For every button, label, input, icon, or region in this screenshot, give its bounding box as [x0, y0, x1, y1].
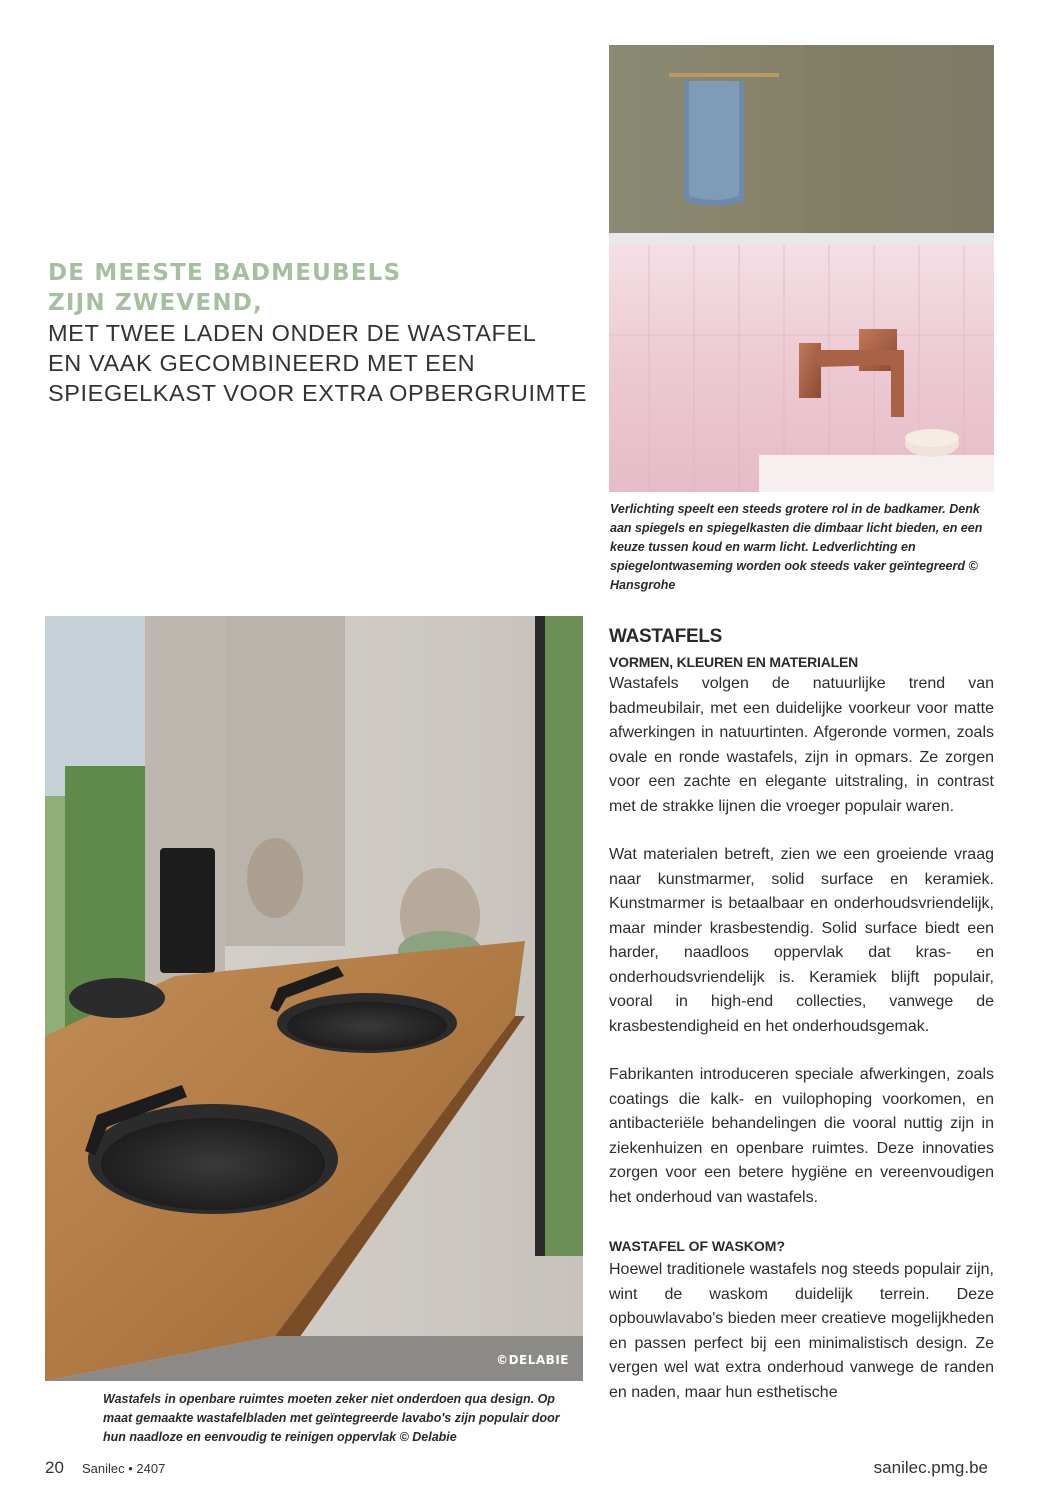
section-subheading: WASTAFEL OF WASKOM?: [609, 1238, 786, 1254]
body-paragraph: Wat materialen betreft, zien we een groeiende vraag naar kunstmarmer, solid surface en keramiek. Kunstmarmer is betaalbaar en onderhoudsvriendelijk, maar minder krasbestendig. Solid surface biedt een harder, naadloos oppervlak dat kras- en onderhoudsvriendelijk is. Keramiek blijft populair, vooral in high-end collecties, vanwege de krasbestendigheid en het onderhoudsgemak.: [609, 846, 994, 1035]
photo-credit: ©DELABIE: [496, 1353, 569, 1367]
pull-quote: [48, 258, 588, 408]
article-column: [609, 624, 994, 1405]
website-link[interactable]: sanilec.pmg.be: [873, 1458, 988, 1477]
photo-caption: Wastafels in openbare ruimtes moeten zeker niet onderdoen qua design. Op maat gemaakte wastafelbladen met geïntegreerde lavabo's zijn populair door hun naadloze en eenvoudig te reinigen oppervlak © Delabie: [103, 1392, 560, 1444]
photo-caption: Verlichting speelt een steeds grotere rol in de badkamer. Denk aan spiegels en spiegelkasten die dimbaar licht bieden, en een keuze tussen koud en warm licht. Ledverlichting en spiegelontwaseming worden ook steeds vaker geïntegreerd © Hansgrohe: [610, 502, 983, 592]
section-subheading: VORMEN, KLEUREN EN MATERIALEN: [609, 654, 859, 670]
pull-quote-accent-line: ZIJN ZWEVEND,: [48, 290, 263, 316]
pull-quote-line: SPIEGELKAST VOOR EXTRA OPBERGRUIMTE: [48, 380, 587, 406]
body-paragraph: Fabrikanten introduceren speciale afwerkingen, zoals coatings die kalk- en vuilophoping voorkomen, en antibacteriële behandelingen die vooral nuttig zijn in ziekenhuizen en openbare ruimtes. Deze innovaties zorgen voor een betere hygiëne en vereenvoudigen het onderhoud van wastafels.: [609, 1066, 994, 1206]
pull-quote-line: MET TWEE LADEN ONDER DE WASTAFEL: [48, 320, 537, 346]
body-paragraph: Wastafels volgen de natuurlijke trend van badmeubilair, met een duidelijke voorkeur voor matte afwerkingen in natuurtinten. Afgeronde vormen, zoals ovale en ronde wastafels, zijn in opmars. Ze zorgen voor een zachte en elegante uitstraling, in contrast met de strakke lijnen die vroeger populair waren.: [609, 675, 994, 815]
bathroom-faucet-photo: [609, 45, 994, 492]
page-number: 20: [45, 1458, 64, 1477]
body-paragraph: Hoewel traditionele wastafels nog steeds populair zijn, wint de waskom duidelijk terrein. Deze opbouwlavabo's bieden meer creatieve mogelijkheden en passen perfect bij een minimalistisch design. Ze vergen wel wat extra onderhoud vanwege de randen en naden, maar hun esthetische: [609, 1261, 994, 1401]
pull-quote-line: EN VAAK GECOMBINEERD MET EEN: [48, 350, 476, 376]
pull-quote-accent-line: DE MEESTE BADMEUBELS: [48, 260, 402, 286]
magazine-issue: Sanilec • 2407: [82, 1461, 166, 1476]
washbasin-photo: [45, 616, 583, 1381]
section-heading: WASTAFELS: [609, 626, 723, 647]
